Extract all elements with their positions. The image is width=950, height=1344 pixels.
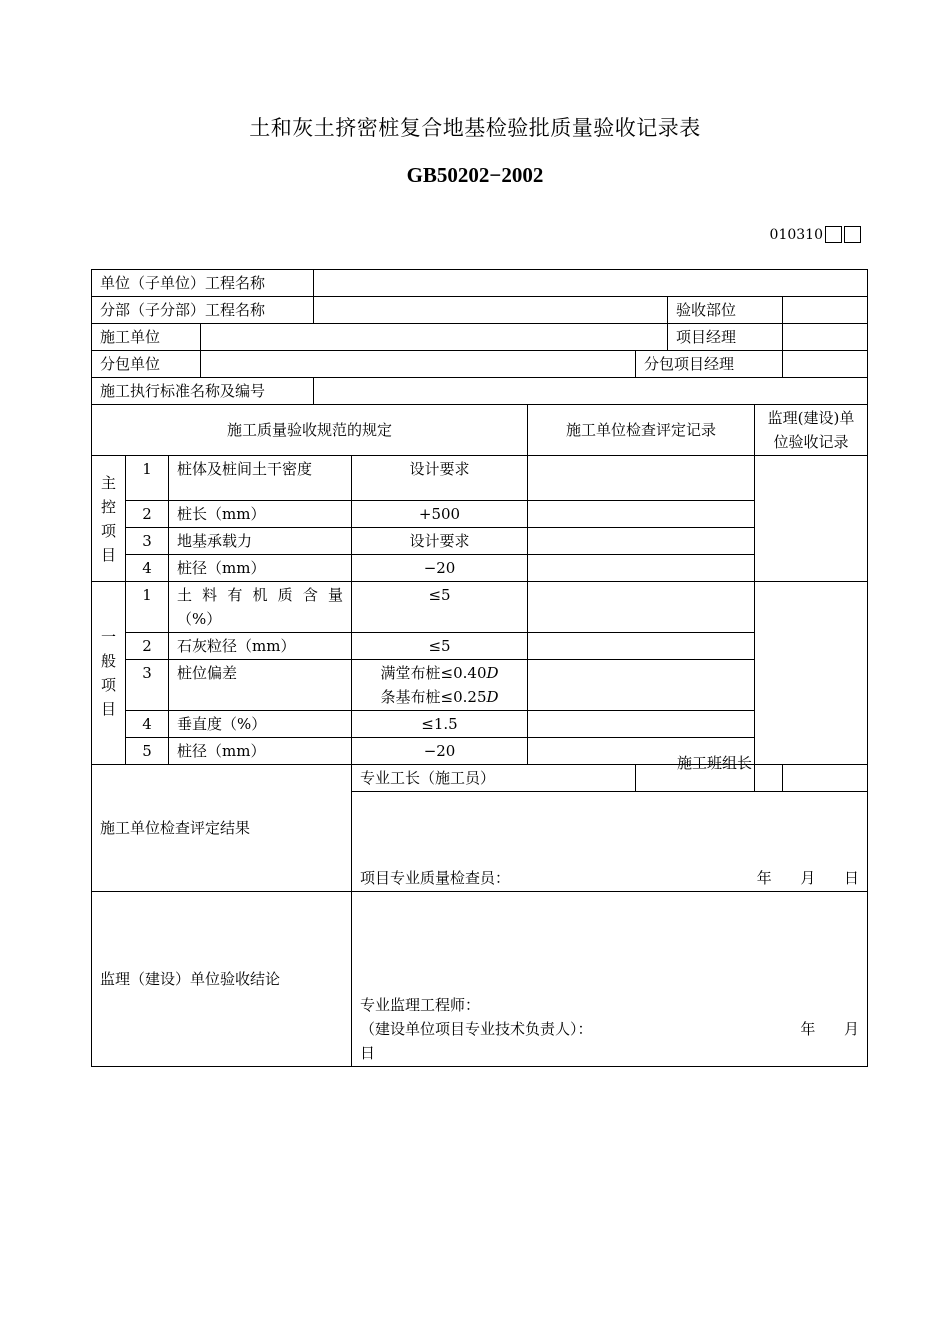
owner-tech-line <box>360 1017 859 1041</box>
group-general <box>92 582 126 765</box>
label-team-leader <box>755 765 783 792</box>
label-supervision-engineer: 专业监理工程师： <box>360 996 481 1014</box>
field-subcontract-manager[interactable] <box>783 351 868 378</box>
date-year: 年 <box>756 869 772 887</box>
code-box-2[interactable] <box>844 226 861 243</box>
main-supervision-cell[interactable] <box>755 456 868 582</box>
label-project-manager: 项目经理 <box>668 324 783 351</box>
item-check-cell[interactable] <box>528 711 755 738</box>
group-main-char-4: 目 <box>100 545 116 564</box>
field-standard-name[interactable] <box>314 378 868 405</box>
general-item-row <box>92 660 868 711</box>
row-sub-project <box>92 297 868 324</box>
row-column-headers <box>92 405 868 456</box>
date-day: 日 <box>844 869 860 887</box>
field-construction-unit[interactable] <box>201 324 668 351</box>
item-check-cell[interactable] <box>528 582 755 633</box>
general-item-row <box>92 633 868 660</box>
item-value <box>352 660 528 711</box>
item-name: 石灰粒径（mm） <box>169 633 352 660</box>
label-acceptance-part: 验收部位 <box>668 297 783 324</box>
item-value: ≤5 <box>352 633 528 660</box>
group-general-char-2: 般 <box>100 652 116 670</box>
header-supervision-record <box>755 405 868 456</box>
item-value-line2-text: 条基布桩≤0.25 <box>380 688 487 706</box>
quality-inspector-line <box>360 866 859 890</box>
item-value-line2 <box>360 685 519 709</box>
label-owner-tech: （建设单位项目专业技术负责人）： <box>360 1020 593 1038</box>
item-number: 3 <box>126 660 169 711</box>
group-general-char-4: 目 <box>100 700 116 718</box>
item-value-line1-text: 满堂布桩≤0.40 <box>380 664 487 682</box>
form-title: 土和灰土挤密桩复合地基检验批质量验收记录表 <box>249 116 701 140</box>
label-subcontract-unit: 分包单位 <box>92 351 201 378</box>
date-month: 月 <box>800 869 816 887</box>
group-general-char-1: 一 <box>100 628 116 646</box>
item-number: 4 <box>126 555 169 582</box>
label-standard-name: 施工执行标准名称及编号 <box>92 378 314 405</box>
item-check-cell[interactable] <box>528 660 755 711</box>
item-number: 5 <box>126 738 169 765</box>
item-value: 设计要求 <box>352 528 528 555</box>
code-box-1[interactable] <box>825 226 842 243</box>
item-value: ≤1.5 <box>352 711 528 738</box>
group-main-char-1: 主 <box>100 473 116 492</box>
label-construction-unit: 施工单位 <box>92 324 201 351</box>
field-sub-project[interactable] <box>314 297 668 324</box>
item-name: 桩体及桩间土干密度 <box>169 456 352 501</box>
form-code <box>770 226 861 243</box>
header-check-record: 施工单位检查评定记录 <box>528 405 755 456</box>
main-item-row <box>92 456 868 501</box>
item-value-line1-var: D <box>486 664 499 682</box>
supervision-date-day: 日 <box>360 1044 376 1062</box>
field-unit-project[interactable] <box>314 270 868 297</box>
supervision-date-line <box>800 1017 859 1041</box>
general-supervision-cell[interactable] <box>755 582 868 765</box>
item-name: 桩位偏差 <box>169 660 352 711</box>
item-number: 4 <box>126 711 169 738</box>
label-quality-inspector: 项目专业质量检查员： <box>360 869 511 887</box>
item-check-cell[interactable] <box>528 633 755 660</box>
item-number: 2 <box>126 501 169 528</box>
main-item-row <box>92 555 868 582</box>
group-general-char-3: 项 <box>100 676 116 694</box>
supervision-date-month: 月 <box>844 1020 860 1038</box>
item-value-line2-var: D <box>486 688 499 706</box>
item-value: ≤5 <box>352 582 528 633</box>
item-number: 2 <box>126 633 169 660</box>
item-name: 垂直度（%） <box>169 711 352 738</box>
item-value: −20 <box>352 555 528 582</box>
label-unit-project: 单位（子单位）工程名称 <box>92 270 314 297</box>
date-line <box>757 866 859 890</box>
label-check-result: 施工单位检查评定结果 <box>92 765 352 892</box>
general-item-row <box>92 711 868 738</box>
item-number: 1 <box>126 582 169 633</box>
form-code-number: 010310 <box>769 227 823 243</box>
header-spec: 施工质量验收规范的规定 <box>92 405 528 456</box>
item-number: 3 <box>126 528 169 555</box>
label-team-leader-text: 施工班组长 <box>677 754 753 772</box>
field-project-manager[interactable] <box>783 324 868 351</box>
label-subcontract-manager: 分包项目经理 <box>636 351 783 378</box>
item-name-line2: （%） <box>177 610 222 628</box>
field-team-leader[interactable] <box>783 765 868 792</box>
item-name <box>169 582 352 633</box>
main-item-row <box>92 528 868 555</box>
group-main-control <box>92 456 126 582</box>
row-construction-unit <box>92 324 868 351</box>
label-sub-project: 分部（子分部）工程名称 <box>92 297 314 324</box>
header-supervision-record-line1: 监理(建设)单 <box>767 409 855 427</box>
item-value: −20 <box>352 738 528 765</box>
check-result-area[interactable] <box>352 792 868 892</box>
standard-code: GB50202−2002 <box>406 163 544 187</box>
acceptance-form-table <box>91 269 868 1067</box>
row-subcontract-unit <box>92 351 868 378</box>
row-unit-project <box>92 270 868 297</box>
supervision-date-year: 年 <box>800 1020 816 1038</box>
main-item-row <box>92 501 868 528</box>
item-name: 地基承载力 <box>169 528 352 555</box>
item-name: 桩径（mm） <box>169 555 352 582</box>
field-acceptance-part[interactable] <box>783 297 868 324</box>
item-value: +500 <box>352 501 528 528</box>
item-name: 桩长（mm） <box>169 501 352 528</box>
field-subcontract-unit[interactable] <box>201 351 636 378</box>
row-standard-name <box>92 378 868 405</box>
item-number: 1 <box>126 456 169 501</box>
row-supervision-conclusion <box>92 892 868 1067</box>
group-main-char-3: 项 <box>100 521 116 540</box>
item-check-cell[interactable] <box>528 456 755 501</box>
item-check-cell[interactable] <box>528 501 755 528</box>
label-supervision-conclusion: 监理（建设）单位验收结论 <box>92 892 352 1067</box>
group-main-char-2: 控 <box>100 497 116 516</box>
item-check-cell[interactable] <box>528 555 755 582</box>
item-value-line1 <box>360 661 519 685</box>
supervision-conclusion-area[interactable] <box>352 892 868 1067</box>
label-foreman: 专业工长（施工员） <box>352 765 636 792</box>
header-supervision-record-line2: 位验收记录 <box>773 433 849 451</box>
item-value: 设计要求 <box>352 456 528 501</box>
item-name-line1: 土料有机质含量 <box>177 586 344 604</box>
general-item-row <box>92 582 868 633</box>
item-name: 桩径（mm） <box>169 738 352 765</box>
item-check-cell[interactable] <box>528 528 755 555</box>
